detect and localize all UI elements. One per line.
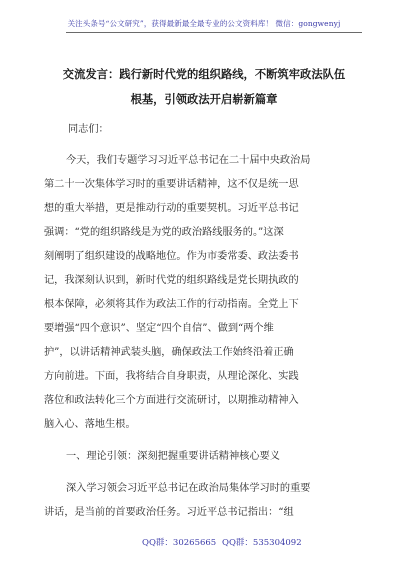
section-body-line: 深入学习领会习近平总书记在政治局集体学习时的重要 [66,483,311,494]
body-line: 第二十一次集体学习时的重要讲话精神，这不仅是统一思 [44,179,299,190]
body-line: 今天，我们专题学习习近平总书记在二十届中央政治局 [66,155,311,166]
header-note: 关注头条号“公文研究”，获得最新最全最专业的公文资料库！ 微信：gongwenyj [67,19,341,28]
salutation: 同志们： [68,124,109,135]
document-title-line-1: 交流发言：践行新时代党的组织路线，不断筑牢政法队伍 [62,67,346,81]
footer-qq-group-2: QQ群：535304092 [222,538,302,548]
section-heading: 一、理论引领：深刻把握重要讲话精神核心要义 [66,451,280,462]
body-line: 根本保障，必须将其作为政法工作的行动指南。全党上下 [44,299,299,310]
body-line: 记，我深刻认识到，新时代党的组织路线是党长期执政的 [44,275,299,286]
body-line: 落位和政法转化三个方面进行交流研讨，以期推动精神入 [44,395,299,406]
header-rule [66,32,362,33]
body-line: 强调：“党的组织路线是为党的政治路线服务的。”这深 [44,227,284,238]
body-line: 想的重大举措，更是推动行动的重要契机。习近平总书记 [44,203,299,214]
body-line: 护”，以讲话精神武装头脑，确保政法工作始终沿着正确 [44,347,294,358]
footer-qq-group-1: QQ群：30265665 [142,538,217,548]
body-line: 方向前进。下面，我将结合自身职责，从理论深化、实践 [44,371,299,382]
body-line: 要增强“四个意识”、坚定“四个自信”、做到“两个维 [44,323,274,334]
body-line: 刻阐明了组织建设的战略地位。作为市委常委、政法委书 [44,251,299,262]
section-body-line: 讲话，是当前的首要政治任务。习近平总书记指出：“组 [44,507,294,518]
document-title-line-2: 根基，引领政法开启崭新篇章 [130,92,278,106]
body-line: 脑入心、落地生根。 [44,419,136,430]
